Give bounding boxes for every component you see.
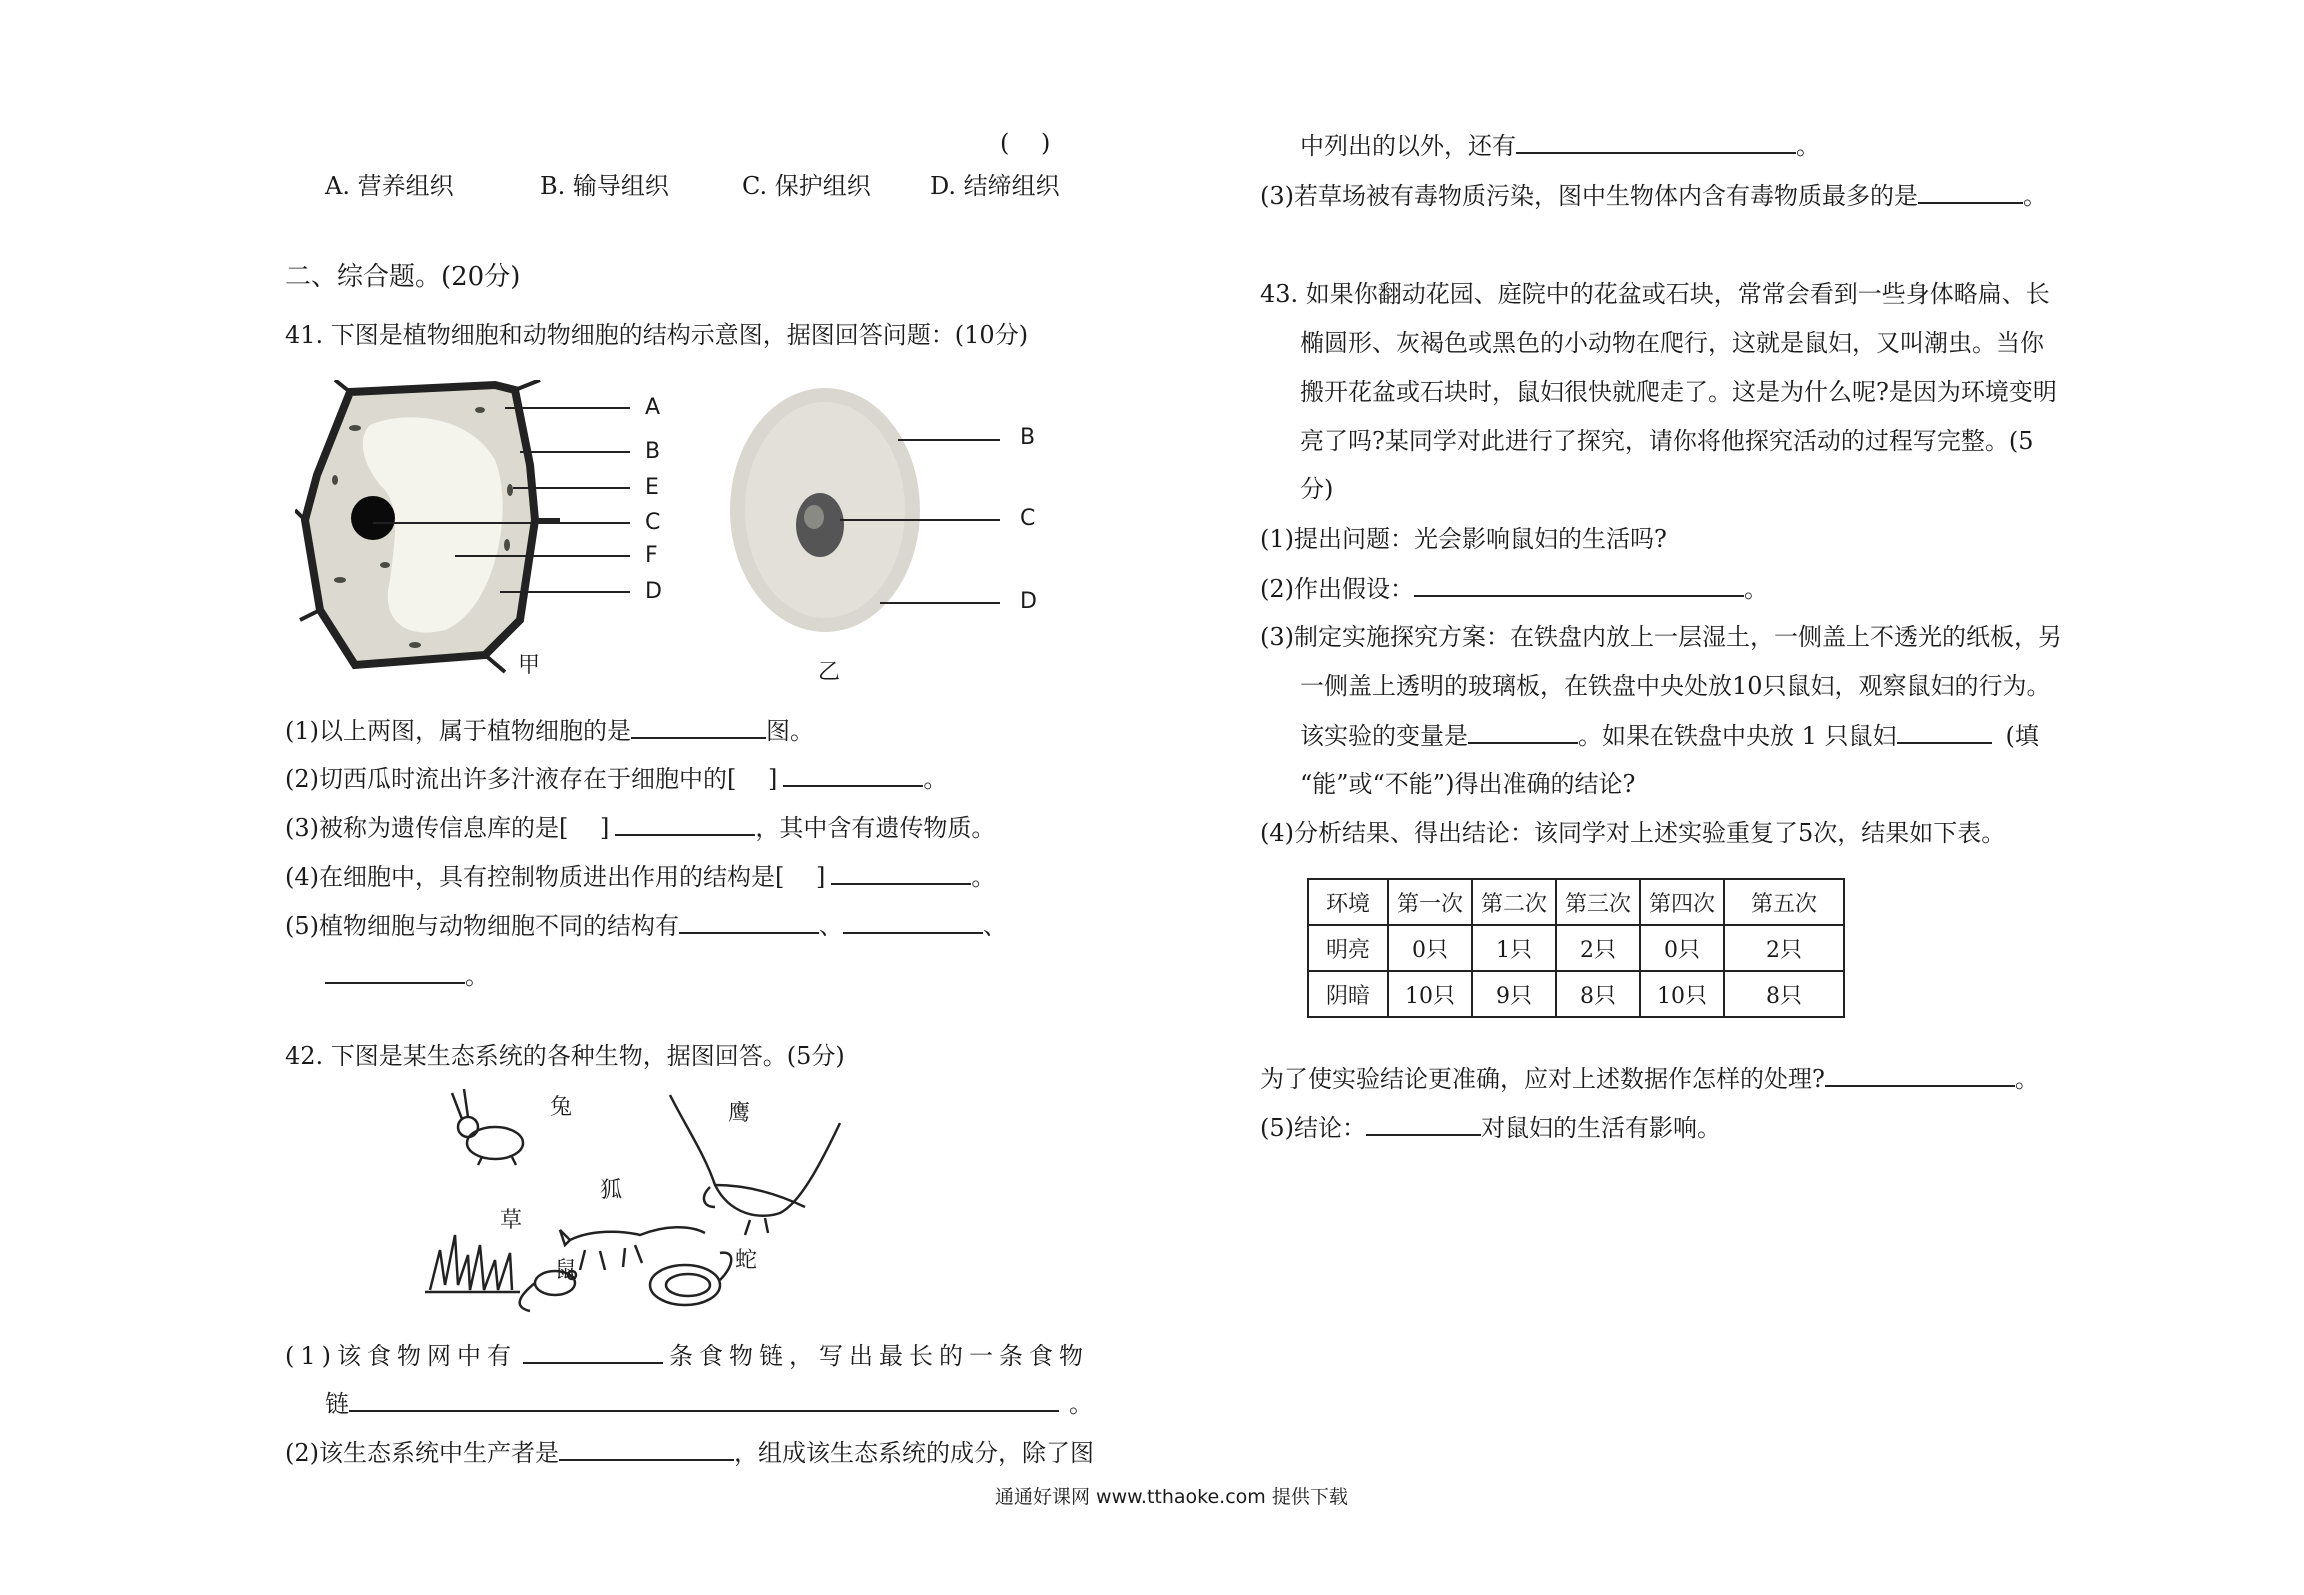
q41-sub1 [285,715,814,746]
plant-caption: 甲 [518,653,541,678]
q41-sub5 [285,910,1007,941]
q42-sub1-tail: 条食物链，写出最长的一条食物 [669,1342,1089,1370]
organism-rabbit-label: 兔 [550,1095,573,1120]
plant-label-c: C [645,510,661,535]
plant-label-a: A [645,395,661,420]
q42-cont-end: 。 [1796,132,1820,160]
table-row [1308,971,1844,1017]
q41-sub4 [285,861,995,892]
q43-sub5-tail: 对鼠妇的生活有影响。 [1481,1114,1721,1142]
q43-single-blank[interactable] [1897,720,1992,744]
table-header-cell: 环境 [1308,879,1388,925]
q43-stem-line5: 分) [1300,475,1334,503]
q41-sub3 [285,812,995,843]
animal-label-c: C [1020,506,1036,531]
q42-sub1-line2 [325,1388,1093,1419]
q41-sub3-tail: ，其中含有遗传物质。 [755,814,996,842]
table-header-cell: 第五次 [1724,879,1844,925]
table-cell: 明亮 [1308,925,1388,971]
q43-data-question-text: 为了使实验结论更准确，应对上述数据作怎样的处理? [1260,1065,1825,1093]
q43-sub2-text: (2)作出假设： [1260,575,1414,603]
plant-cell-diagram [295,380,725,680]
q42-sub1-blank[interactable] [523,1340,663,1364]
table-row [1308,925,1844,971]
q41-sub1-tail: 图。 [766,717,814,745]
animal-label-d: D [1020,589,1037,614]
q43-sub4: (4)分析结果、得出结论：该同学对上述实验重复了5次，结果如下表。 [1260,819,2006,847]
q41-sub3-blank[interactable] [615,812,755,836]
q41-sub4-tail: 。 [971,863,996,891]
q43-stem-line4: 亮了吗?某同学对此进行了探究，请你将他探究活动的过程写完整。(5 [1300,427,2034,455]
q42-sub2 [285,1437,1094,1468]
table-header-cell: 第一次 [1388,879,1472,925]
q43-hypothesis-blank[interactable] [1414,573,1744,597]
q41-sub2-blank[interactable] [783,763,923,787]
q42-sub3-end: 。 [2023,182,2047,210]
plant-label-e: E [645,475,659,500]
q43-sub3-line2: 一侧盖上透明的玻璃板，在铁盘中央处放10只鼠妇，观察鼠妇的行为。 [1300,672,2051,700]
q41-sub1-blank[interactable] [631,715,766,739]
q41-sub5-sep2: 、 [983,912,1007,940]
table-cell: 9只 [1472,971,1556,1017]
plant-label-d: D [645,579,662,604]
q43-sub2-end: 。 [1744,575,1768,603]
table-header-cell: 第四次 [1640,879,1724,925]
q42-cont [1300,130,1820,161]
q41-sub5-blank-2[interactable] [843,910,983,934]
q40-answer-paren: ( ) [1000,129,1051,157]
q41-sub5-line2 [325,960,489,991]
q41-sub5-end: 。 [465,962,489,990]
q43-stem-line3: 搬开花盆或石块时，鼠妇很快就爬走了。这是为什么呢?是因为环境变明 [1300,378,2057,406]
q42-sub2-text: (2)该生态系统中生产者是 [285,1439,559,1467]
q42-other-components-blank[interactable] [1516,130,1796,154]
q43-sub5-text: (5)结论： [1260,1114,1366,1142]
q43-sub3-line4: “能”或“不能”)得出准确的结论? [1300,770,1636,798]
q43-sub3-line1: (3)制定实施探究方案：在铁盘内放上一层湿土，一侧盖上不透光的纸板，另 [1260,623,2062,651]
q41-sub2-text: (2)切西瓜时流出许多汁液存在于细胞中的[ ] [285,765,778,793]
table-header-row [1308,879,1844,925]
organism-fox-label: 狐 [600,1178,623,1203]
q41-sub1-text: (1)以上两图，属于植物细胞的是 [285,717,631,745]
animal-label-b: B [1020,425,1036,450]
q40-option-a: A. 营养组织 [325,172,454,200]
organism-eagle-label: 鹰 [728,1101,751,1126]
q43-sub3-variable-text: 该实验的变量是 [1300,722,1468,750]
q41-sub2 [285,763,947,794]
q43-data-processing-blank[interactable] [1825,1063,2015,1087]
organism-grass-label: 草 [500,1208,523,1233]
q42-sub1-text: (1)该食物网中有 [285,1342,517,1370]
q43-stem-line2: 椭圆形、灰褐色或黑色的小动物在爬行，这就是鼠妇，又叫潮虫。当你 [1300,329,2044,357]
table-header-cell: 第二次 [1472,879,1556,925]
q41-sub3-text: (3)被称为遗传信息库的是[ ] [285,814,610,842]
section-title: 二、综合题。(20分) [285,262,521,292]
q43-variable-blank[interactable] [1468,720,1578,744]
q41-sub5-sep1: 、 [819,912,843,940]
table-cell: 10只 [1640,971,1724,1017]
q43-sub3-single-text: 。如果在铁盘中央放 1 只鼠妇 [1578,722,1897,750]
table-cell: 8只 [1556,971,1640,1017]
organism-snake-label: 蛇 [735,1248,758,1273]
q41-sub5-blank-3[interactable] [325,960,465,984]
q41-sub5-text: (5)植物细胞与动物细胞不同的结构有 [285,912,679,940]
table-cell: 10只 [1388,971,1472,1017]
q42-sub1-chain-label: 链 [325,1390,349,1418]
q43-sub3-line3 [1300,720,2039,751]
q43-conclusion-blank[interactable] [1366,1112,1481,1136]
table-cell: 8只 [1724,971,1844,1017]
q43-data-question [1260,1063,2039,1094]
table-cell: 2只 [1724,925,1844,971]
q42-sub1-end: 。 [1069,1390,1093,1418]
q43-stem-line1: 43. 如果你翻动花园、庭院中的花盆或石块，常常会看到一些身体略扁、长 [1260,280,2050,308]
q42-sub3-blank[interactable] [1918,180,2023,204]
plant-label-f: F [645,543,658,568]
q42-sub3-text: (3)若草场被有毒物质污染，图中生物体内含有毒物质最多的是 [1260,182,1918,210]
q42-cont-text: 中列出的以外，还有 [1300,132,1516,160]
food-web-illustration [420,1085,860,1325]
q42-stem: 42. 下图是某生态系统的各种生物，据图回答。(5分) [285,1042,845,1070]
table-cell: 0只 [1388,925,1472,971]
q42-sub1-chain-blank[interactable] [349,1388,1059,1412]
q40-option-b: B. 输导组织 [540,172,669,200]
q42-sub1 [285,1340,1089,1371]
q42-sub2-tail: ，组成该生态系统的成分，除了图 [734,1439,1094,1467]
q43-data-question-end: 。 [2014,1065,2039,1093]
animal-cell-diagram [730,385,1060,655]
table-cell: 1只 [1472,925,1556,971]
table-header-cell: 第三次 [1556,879,1640,925]
table-cell: 0只 [1640,925,1724,971]
q41-sub2-tail: 。 [923,765,948,793]
organism-mouse-label: 鼠 [555,1258,578,1283]
q42-sub2-blank[interactable] [559,1437,734,1461]
table-cell: 阴暗 [1308,971,1388,1017]
plant-label-b: B [645,439,661,464]
q41-sub4-blank[interactable] [831,861,971,885]
table-cell: 2只 [1556,925,1640,971]
q40-option-d: D. 结缔组织 [930,172,1060,200]
animal-caption: 乙 [818,660,841,685]
q41-stem: 41. 下图是植物细胞和动物细胞的结构示意图，据图回答问题：(10分) [285,321,1029,349]
q43-sub1: (1)提出问题：光会影响鼠妇的生活吗? [1260,525,1667,553]
footer-source: 通通好课网 www.tthaoke.com 提供下载 [995,1486,1348,1508]
q41-sub4-text: (4)在细胞中，具有控制物质进出作用的结构是[ ] [285,863,826,891]
q41-sub5-blank-1[interactable] [679,910,819,934]
results-table [1307,878,1845,1018]
q43-sub3-fill-text: (填 [2005,722,2039,750]
q42-sub3 [1260,180,2047,211]
q40-option-c: C. 保护组织 [742,172,871,200]
q43-sub2 [1260,573,1768,604]
q43-sub5 [1260,1112,1721,1143]
